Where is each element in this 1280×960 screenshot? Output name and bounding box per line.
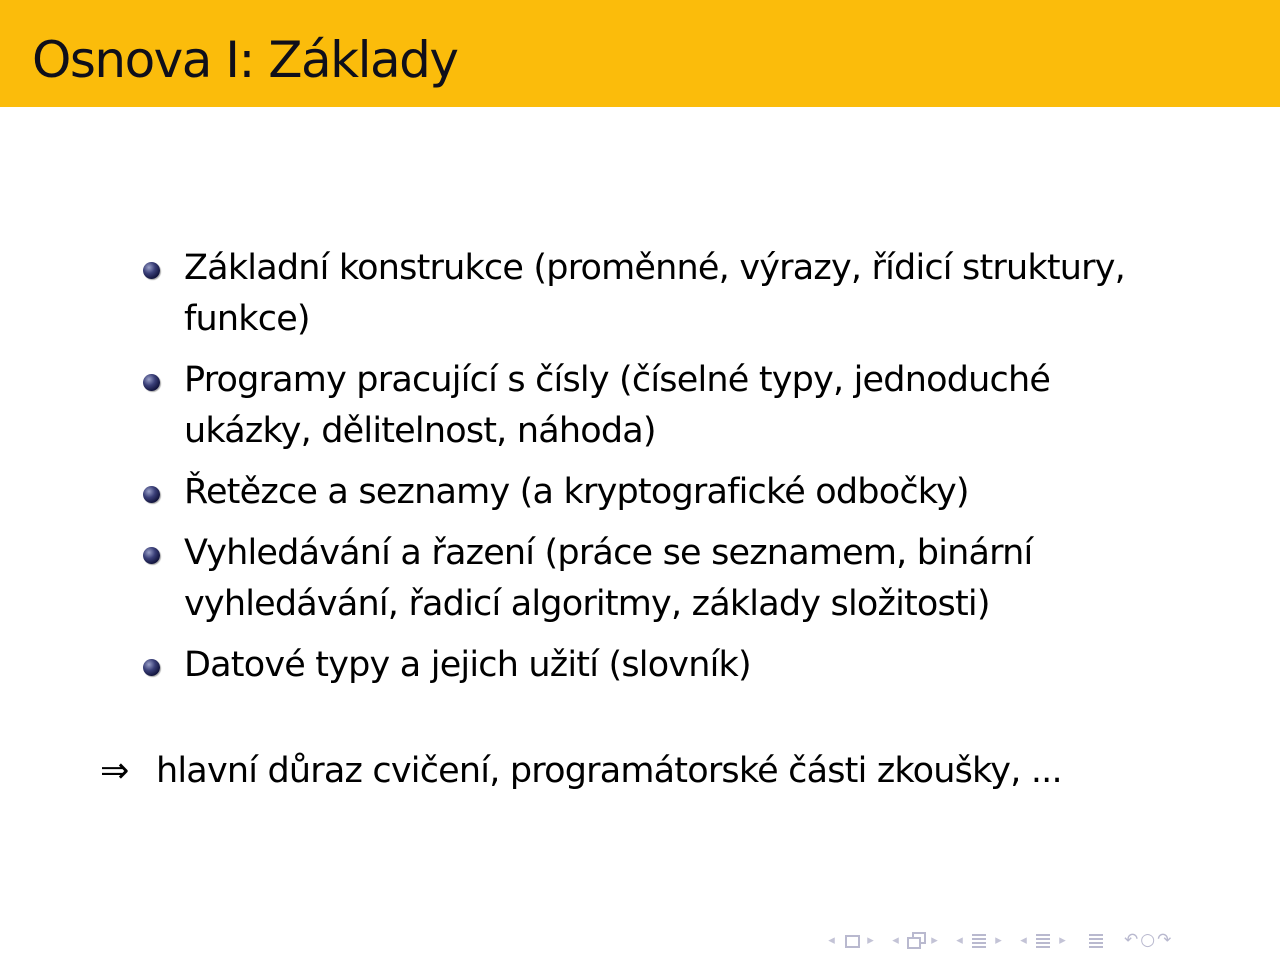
- nav-part-group: [1018, 931, 1068, 949]
- bullet-item: [141, 355, 1151, 457]
- nav-subsection-group: [890, 931, 940, 949]
- section-icon[interactable]: [968, 931, 990, 949]
- next-frame-icon[interactable]: ▸: [867, 932, 874, 948]
- bullet-text: Datové typy a jejich užití (slovník): [184, 645, 751, 685]
- frame-icon[interactable]: [840, 931, 862, 949]
- bullet-icon: [143, 547, 160, 564]
- implies-arrow-icon: ⇒: [100, 751, 129, 791]
- prev-frame-icon[interactable]: ◂: [828, 932, 835, 948]
- bullet-text: Řetězce a seznamy (a kryptografické odbočky): [184, 472, 969, 512]
- nav-frame-group: [826, 931, 876, 949]
- beamer-navigation: [826, 928, 1171, 952]
- conclusion-text: hlavní důraz cvičení, programátorské části zkoušky, ...: [156, 751, 1062, 791]
- bullet-list: [141, 243, 1151, 701]
- bullet-text: Vyhledávání a řazení (práce se seznamem, binární vyhledávání, řadicí algoritmy, základy složitosti): [184, 533, 1033, 624]
- bullet-icon: [143, 659, 160, 676]
- nav-section-group: [954, 931, 1004, 949]
- bullet-item: [141, 640, 1151, 691]
- next-subsection-icon[interactable]: ▸: [931, 932, 938, 948]
- section-list-icon[interactable]: [1032, 931, 1054, 949]
- bullet-icon: [143, 486, 160, 503]
- title-bar: [0, 0, 1280, 107]
- search-icon[interactable]: ○: [1140, 930, 1156, 950]
- slide-title: Osnova I: Základy: [32, 31, 458, 89]
- conclusion-line: [100, 746, 1062, 797]
- nav-document-group: [1082, 931, 1110, 949]
- undo-icon[interactable]: ↶: [1124, 930, 1139, 950]
- bullet-icon: [143, 262, 160, 279]
- prev-subsection-icon[interactable]: ◂: [892, 932, 899, 948]
- next-section-icon[interactable]: ▸: [995, 932, 1002, 948]
- bullet-icon: [143, 374, 160, 391]
- redo-icon[interactable]: ↷: [1157, 930, 1172, 950]
- prev-part-icon[interactable]: ◂: [1020, 932, 1027, 948]
- nav-tools: [1124, 930, 1171, 950]
- bullet-item: [141, 528, 1151, 630]
- subsection-icon[interactable]: [904, 931, 926, 949]
- bullet-item: [141, 243, 1151, 345]
- next-part-icon[interactable]: ▸: [1059, 932, 1066, 948]
- bullet-item: [141, 467, 1151, 518]
- bullet-text: Základní konstrukce (proměnné, výrazy, řídicí struktury, funkce): [184, 248, 1125, 339]
- bullet-text: Programy pracující s čísly (číselné typy, jednoduché ukázky, dělitelnost, náhoda): [184, 360, 1051, 451]
- document-icon[interactable]: [1085, 931, 1107, 949]
- prev-section-icon[interactable]: ◂: [956, 932, 963, 948]
